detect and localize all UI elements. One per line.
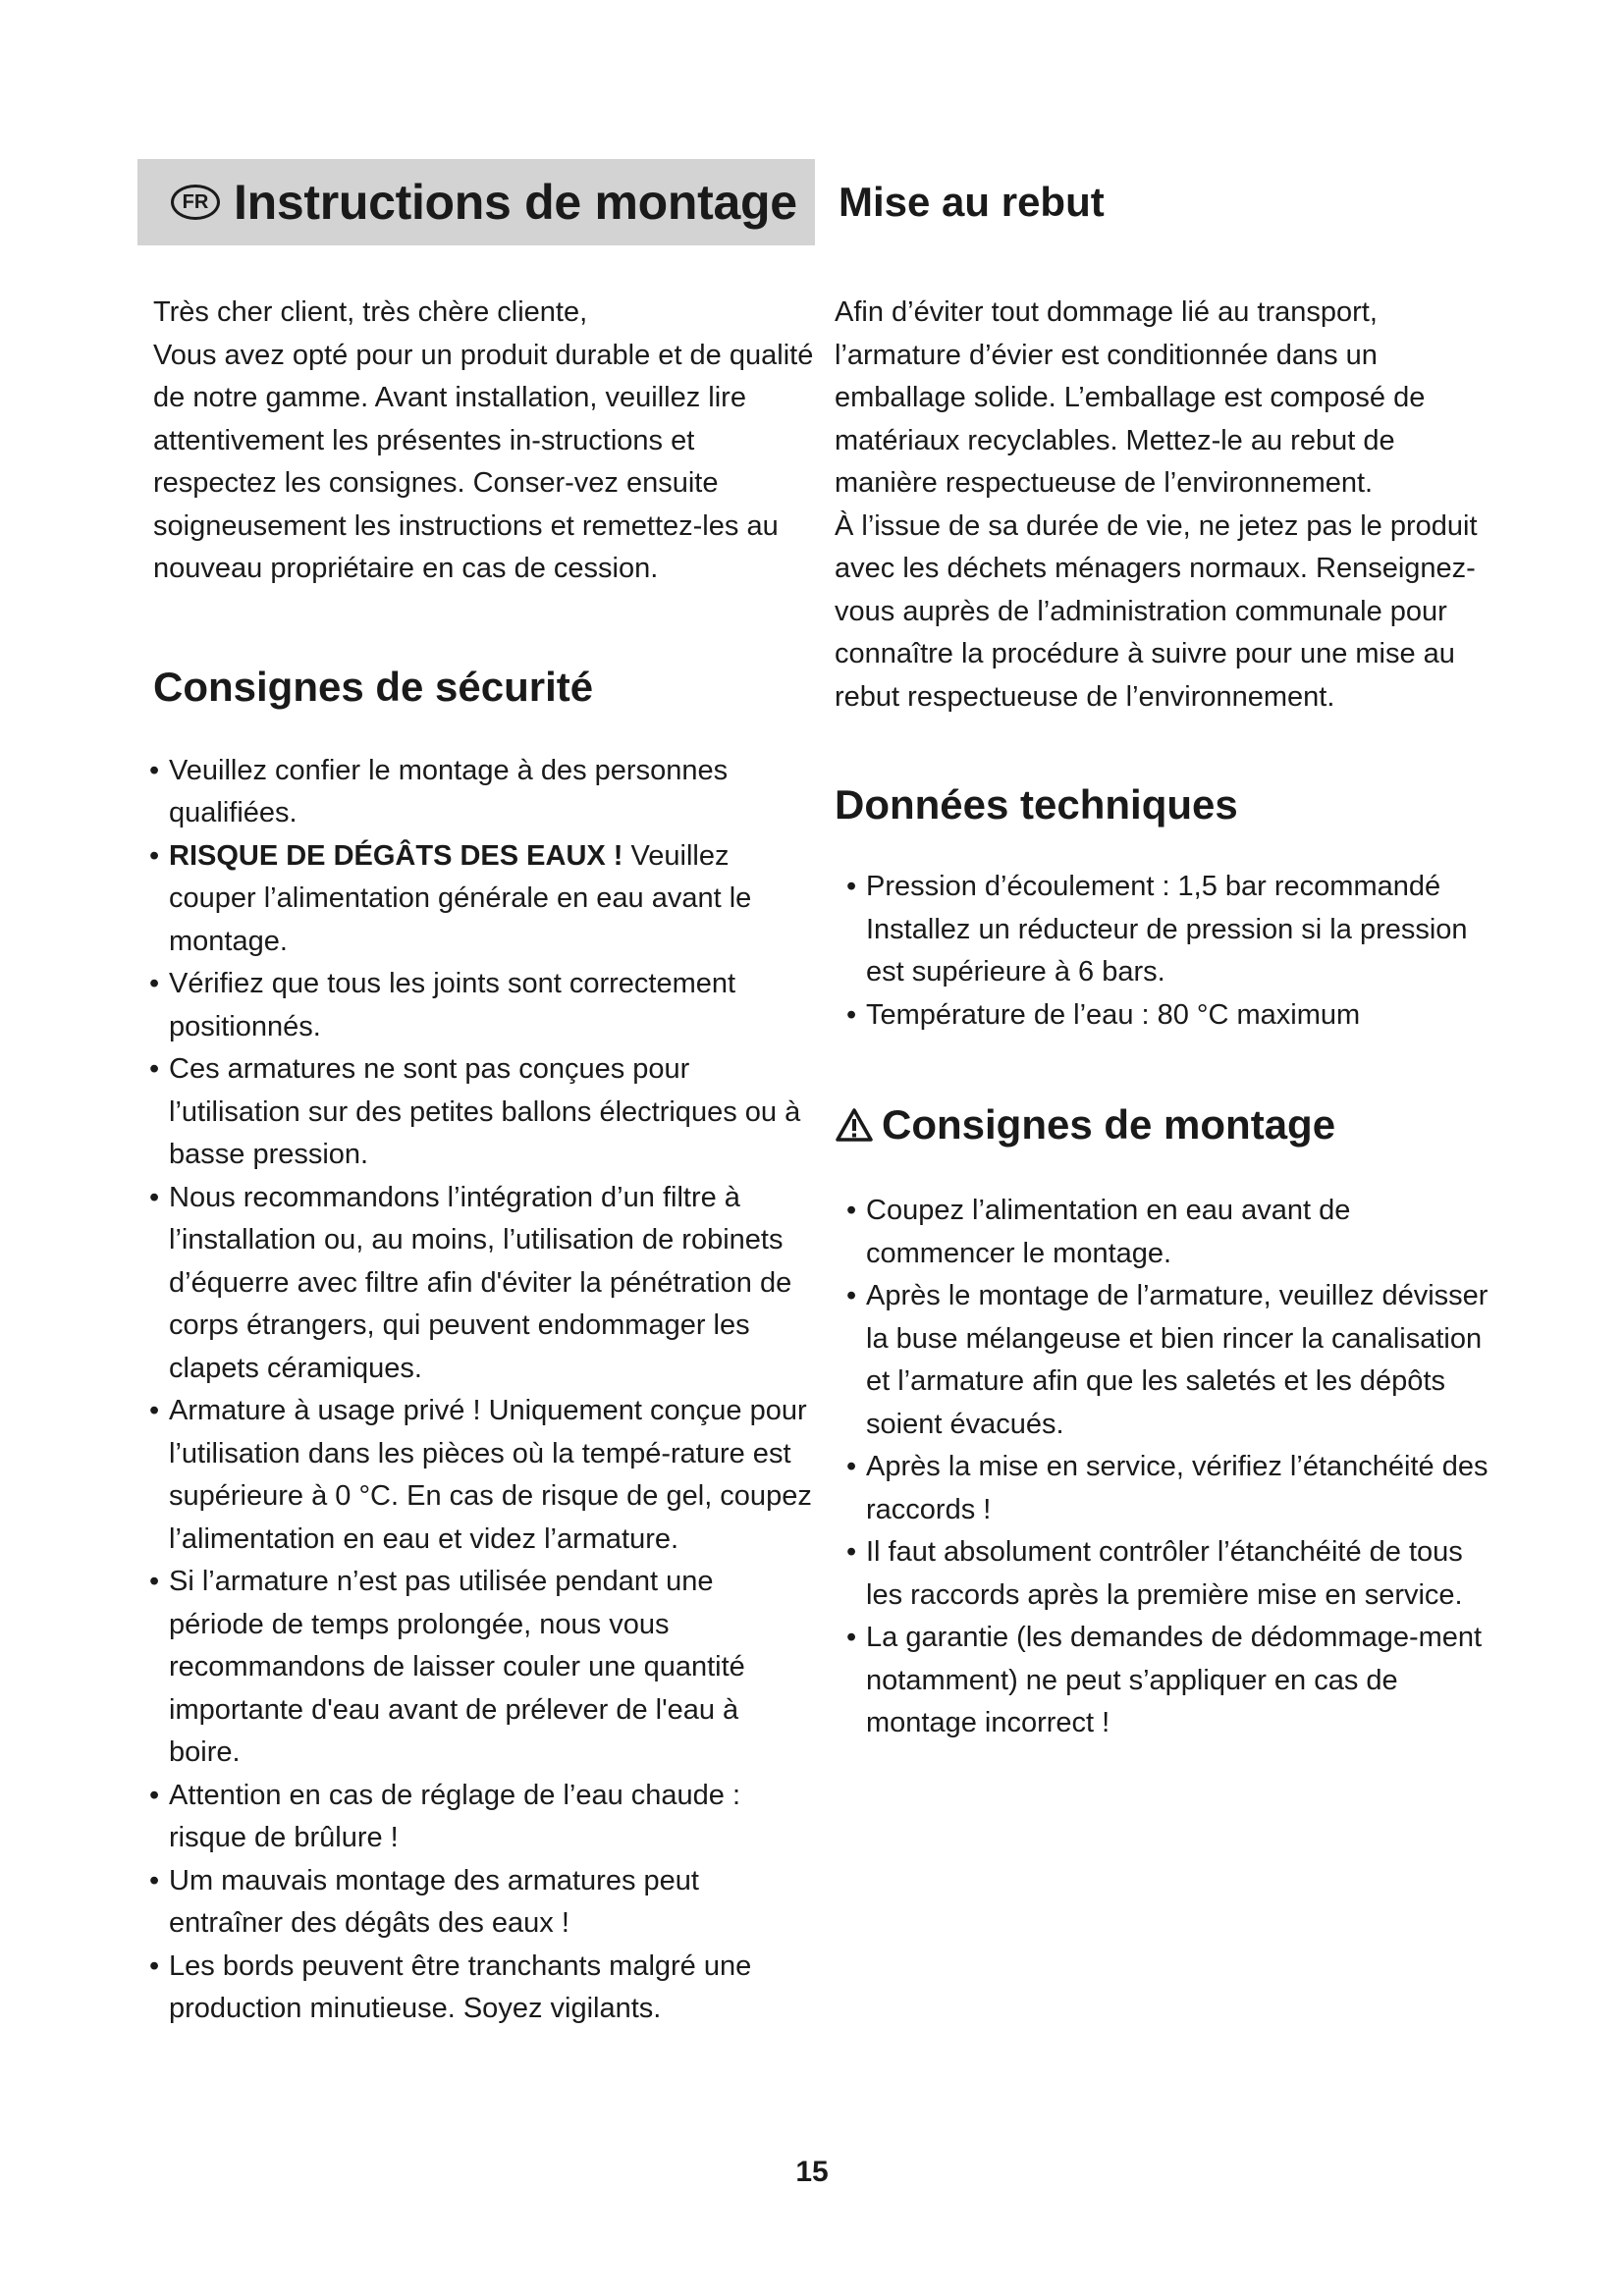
list-item: • RISQUE DE DÉGÂTS DES EAUX ! Veuillez couper l’alimentation générale en eau avant le montage. bbox=[137, 835, 815, 964]
list-item: • Les bords peuvent être tranchants malgré une production minutieuse. Soyez vigilants. bbox=[137, 1946, 815, 2031]
list-item: • Il faut absolument contrôler l’étanchéité de tous les raccords après la première mise en service. bbox=[835, 1531, 1502, 1617]
mount-heading: Consignes de montage bbox=[835, 1101, 1502, 1148]
tech-list bbox=[835, 866, 1502, 1037]
left-column bbox=[137, 159, 815, 2031]
disposal-paragraph: À l’issue de sa durée de vie, ne jetez pas le produit avec les déchets ménagers normaux. Renseignez-vous auprès de l’administration communale pour connaître la procédure à suivre pour une mise au rebut respectueuse de l’environnement. bbox=[835, 509, 1478, 713]
tech-heading: Données techniques bbox=[835, 781, 1238, 828]
disposal-heading: Mise au rebut bbox=[839, 179, 1105, 225]
right-column bbox=[835, 159, 1502, 1745]
list-item: • La garantie (les demandes de dédommage-ment notamment) ne peut s’appliquer en cas de montage incorrect ! bbox=[835, 1617, 1502, 1745]
list-item: • Attention en cas de réglage de l’eau chaude : risque de brûlure ! bbox=[137, 1775, 815, 1860]
disposal-paragraph: Afin d’éviter tout dommage lié au transport, l’armature d’évier est conditionnée dans un emballage solide. L’emballage est composé de matériaux recyclables. Mettez-le au rebut de manière respectueuse de l’environnement. bbox=[835, 296, 1426, 499]
list-item: • Si l’armature n’est pas utilisée pendant une période de temps prolongée, nous vous recommandons de laisser couler une quantité importante d'eau avant de prélever de l'eau à boire. bbox=[137, 1561, 815, 1775]
list-item: • Pression d’écoulement : 1,5 bar recommandé Installez un réducteur de pression si la pression est supérieure à 6 bars. bbox=[835, 866, 1502, 994]
list-item: • Ces armatures ne sont pas conçues pour l’utilisation sur des petites ballons électriques ou à basse pression. bbox=[137, 1048, 815, 1177]
list-item: • Veuillez confier le montage à des personnes qualifiées. bbox=[137, 750, 815, 835]
intro-paragraph: Vous avez opté pour un produit durable et de qualité de notre gamme. Avant installation, veuillez lire attentivement les présentes in-structions et respectez les consignes. Conser-vez ensuite soigneusement les instructions et remettez-les au nouveau propriétaire en cas de cession. bbox=[153, 339, 814, 584]
list-item: • Après la mise en service, vérifiez l’étanchéité des raccords ! bbox=[835, 1446, 1502, 1531]
language-badge-icon: FR bbox=[171, 185, 220, 220]
mount-list bbox=[835, 1190, 1502, 1745]
title-banner bbox=[137, 159, 815, 245]
list-item: • Um mauvais montage des armatures peut entraîner des dégâts des eaux ! bbox=[137, 1860, 815, 1946]
warning-triangle-icon bbox=[835, 1107, 874, 1143]
list-item: • Nous recommandons l’intégration d’un filtre à l’installation ou, au moins, l’utilisation de robinets d’équerre avec filtre afin d'éviter la pénétration de corps étrangers, qui peuvent endommager les clapets céramiques. bbox=[137, 1177, 815, 1391]
list-item: • Vérifiez que tous les joints sont correctement positionnés. bbox=[137, 963, 815, 1048]
safety-list bbox=[137, 750, 815, 2031]
list-item: • Après le montage de l’armature, veuillez dévisser la buse mélangeuse et bien rincer la canalisation et l’armature afin que les saletés et les dépôts soient évacués. bbox=[835, 1275, 1502, 1446]
warning-emphasis: RISQUE DE DÉGÂTS DES EAUX ! bbox=[169, 839, 623, 872]
list-item: • Armature à usage privé ! Uniquement conçue pour l’utilisation dans les pièces où la tempé-rature est supérieure à 0 °C. En cas de risque de gel, coupez l’alimentation en eau et videz l’armature. bbox=[137, 1390, 815, 1561]
list-item: • Coupez l’alimentation en eau avant de commencer le montage. bbox=[835, 1190, 1502, 1275]
list-item: • Température de l’eau : 80 °C maximum bbox=[835, 994, 1502, 1038]
safety-heading: Consignes de sécurité bbox=[153, 663, 594, 710]
page-title: Instructions de montage bbox=[234, 175, 797, 230]
intro-greeting: Très cher client, très chère cliente, bbox=[153, 296, 588, 328]
page-number: 15 bbox=[795, 2156, 829, 2188]
